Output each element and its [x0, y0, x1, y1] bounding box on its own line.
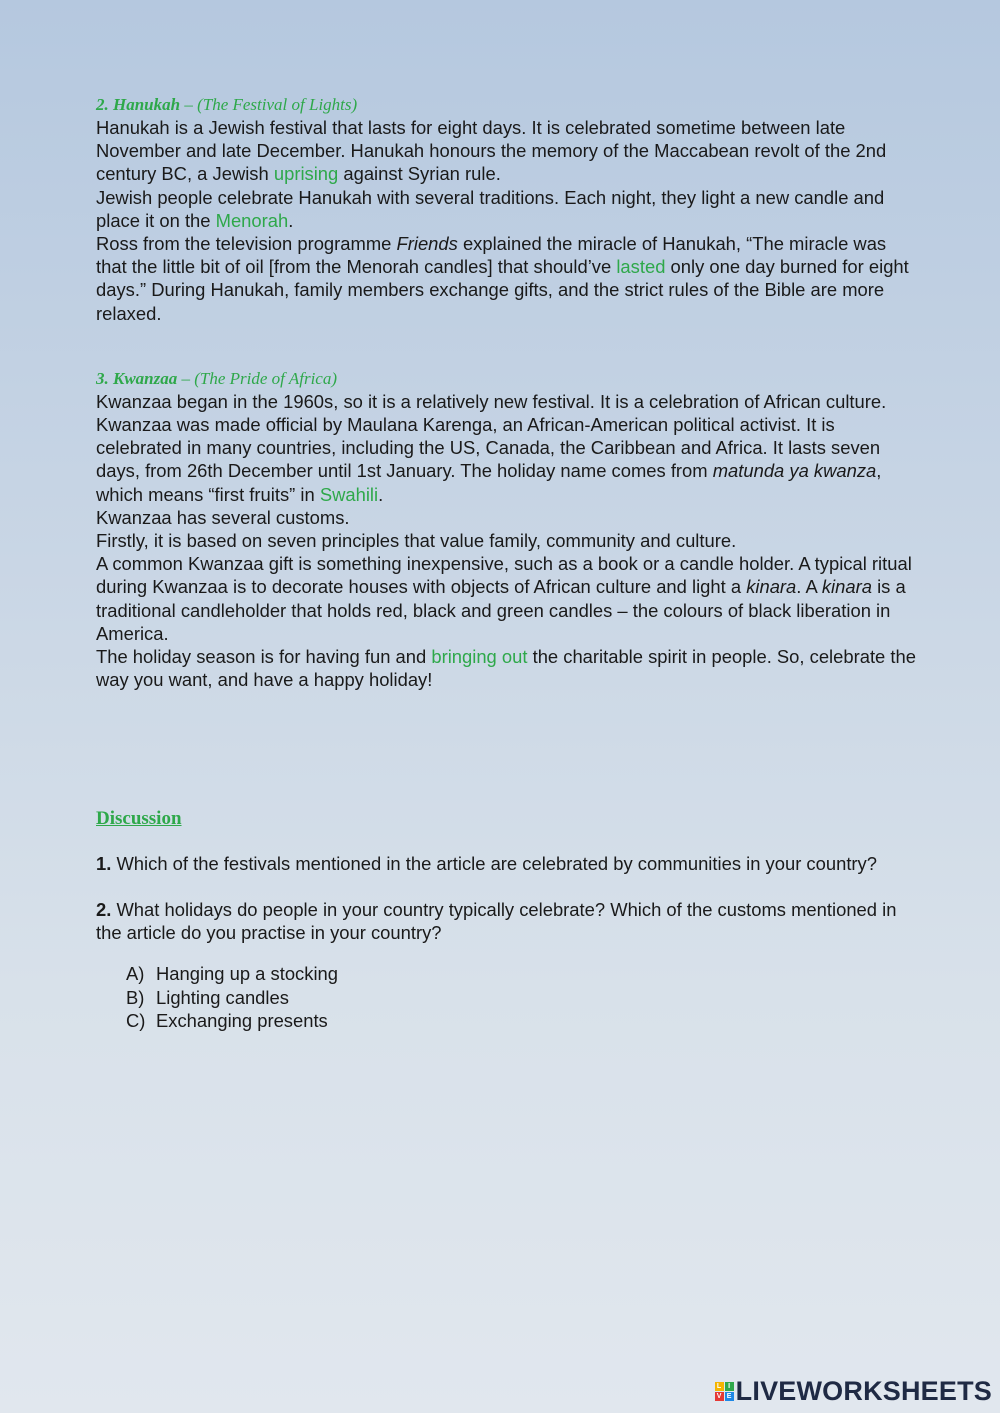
- kwanzaa-heading: [96, 368, 916, 390]
- vocab-word-menorah: Menorah: [215, 209, 289, 231]
- text-run: A common Kwanzaa gift is something inexpensive, such as a book or a candle holder. A typical ritual during Kwanzaa is to decorate houses with objects of African culture and light a: [96, 553, 912, 598]
- question-number: 1.: [96, 853, 112, 875]
- text-run: The holiday season is for having fun and: [96, 646, 432, 668]
- text-emphasis: kinara: [821, 576, 872, 598]
- kwanzaa-section: [96, 368, 916, 692]
- discussion-question-1: [96, 852, 916, 875]
- text-run: .: [288, 209, 294, 231]
- text-run: Jewish people celebrate Hanukah with several traditions. Each night, they light a new candle and place it on the: [96, 186, 885, 231]
- question-text: Which of the festivals mentioned in the article are celebrated by communities in your country?: [111, 853, 877, 875]
- discussion-title: Discussion: [96, 808, 182, 830]
- answer-option: [126, 986, 916, 1009]
- hanukah-paragraph-2: [96, 186, 916, 232]
- kwanzaa-paragraph-5: [96, 645, 916, 691]
- text-run: Kwanzaa began in the 1960s, so it is a relatively new festival. It is a celebration of African culture. Kwanzaa was made official by Maulana Karenga, an African-American political activist. It is celebrated in many countries, including the US, Canada, the Caribbean and Africa. It lasts seven days, from 26th December until 1st January. The holiday name comes from: [96, 390, 887, 482]
- question-number: 2.: [96, 898, 112, 920]
- text-run: , which means “first fruits” in: [96, 460, 882, 505]
- text-run: explained the miracle of Hanukah, “The miracle was that the little bit of oil [from the Menorah candles] that should’ve: [96, 233, 887, 278]
- text-run: Hanukah is a Jewish festival that lasts for eight days. It is celebrated sometime between late November and late December. Hanukah honours the memory of the Maccabean revolt of the 2nd century BC, a Jewish: [96, 117, 887, 185]
- vocab-word-lasted: lasted: [616, 256, 666, 278]
- logo-tile: V: [715, 1392, 724, 1401]
- text-emphasis: matunda ya kwanza: [712, 460, 877, 482]
- logo-tile: I: [725, 1382, 734, 1391]
- hanukah-heading-title: 2. Hanukah: [96, 95, 181, 114]
- text-run: .: [378, 483, 384, 505]
- text-run: . A: [796, 576, 822, 598]
- kwanzaa-paragraph-4: [96, 552, 916, 645]
- option-letter: A): [126, 963, 145, 985]
- text-run: against Syrian rule.: [338, 163, 501, 185]
- option-letter: C): [126, 1009, 146, 1031]
- question-text: What holidays do people in your country typically celebrate? Which of the customs mentioned in the article do you practise in your country?: [96, 898, 897, 943]
- kwanzaa-paragraph-1: [96, 390, 916, 506]
- text-run: Ross from the television programme: [96, 233, 397, 255]
- hanukah-paragraph-1: [96, 116, 916, 186]
- text-run: is a traditional candleholder that holds red, black and green candles – the colours of black liberation in America.: [96, 576, 906, 644]
- answer-option: [126, 962, 916, 985]
- kwanzaa-paragraph-3: Firstly, it is based on seven principles that value family, community and culture.: [96, 530, 737, 552]
- vocab-word-uprising: uprising: [273, 163, 339, 185]
- logo-tile: E: [725, 1392, 734, 1401]
- vocab-word-swahili: Swahili: [319, 483, 379, 505]
- worksheet-page: [96, 94, 916, 1032]
- liveworksheets-logo: [715, 1376, 992, 1407]
- hanukah-heading: [96, 94, 916, 116]
- hanukah-paragraph-3: [96, 232, 916, 325]
- liveworksheets-logo-text: LIVEWORKSHEETS: [735, 1376, 992, 1406]
- answer-options-list: [96, 962, 916, 1032]
- option-text: Lighting candles: [156, 986, 289, 1008]
- liveworksheets-logo-icon: [715, 1382, 734, 1401]
- text-run: the charitable spirit in people. So, celebrate the way you want, and have a happy holiday!: [96, 646, 916, 691]
- kwanzaa-heading-subtitle: – (The Pride of Africa): [177, 368, 337, 388]
- logo-tile: L: [715, 1382, 724, 1391]
- option-text: Hanging up a stocking: [156, 963, 338, 985]
- text-emphasis: Friends: [396, 233, 458, 255]
- kwanzaa-heading-title: 3. Kwanzaa: [96, 368, 178, 388]
- text-emphasis: kinara: [746, 576, 797, 598]
- option-text: Exchanging presents: [156, 1009, 328, 1031]
- option-letter: B): [126, 986, 145, 1008]
- kwanzaa-paragraph-2: Kwanzaa has several customs.: [96, 506, 350, 528]
- discussion-question-2: [96, 898, 916, 944]
- answer-option: [126, 1009, 916, 1032]
- vocab-word-bringing-out: bringing out: [431, 646, 528, 668]
- hanukah-heading-subtitle: – (The Festival of Lights): [180, 95, 358, 114]
- hanukah-section: [96, 94, 916, 325]
- text-run: only one day burned for eight days.” During Hanukah, family members exchange gifts, and the strict rules of the Bible are more relaxed.: [96, 256, 909, 324]
